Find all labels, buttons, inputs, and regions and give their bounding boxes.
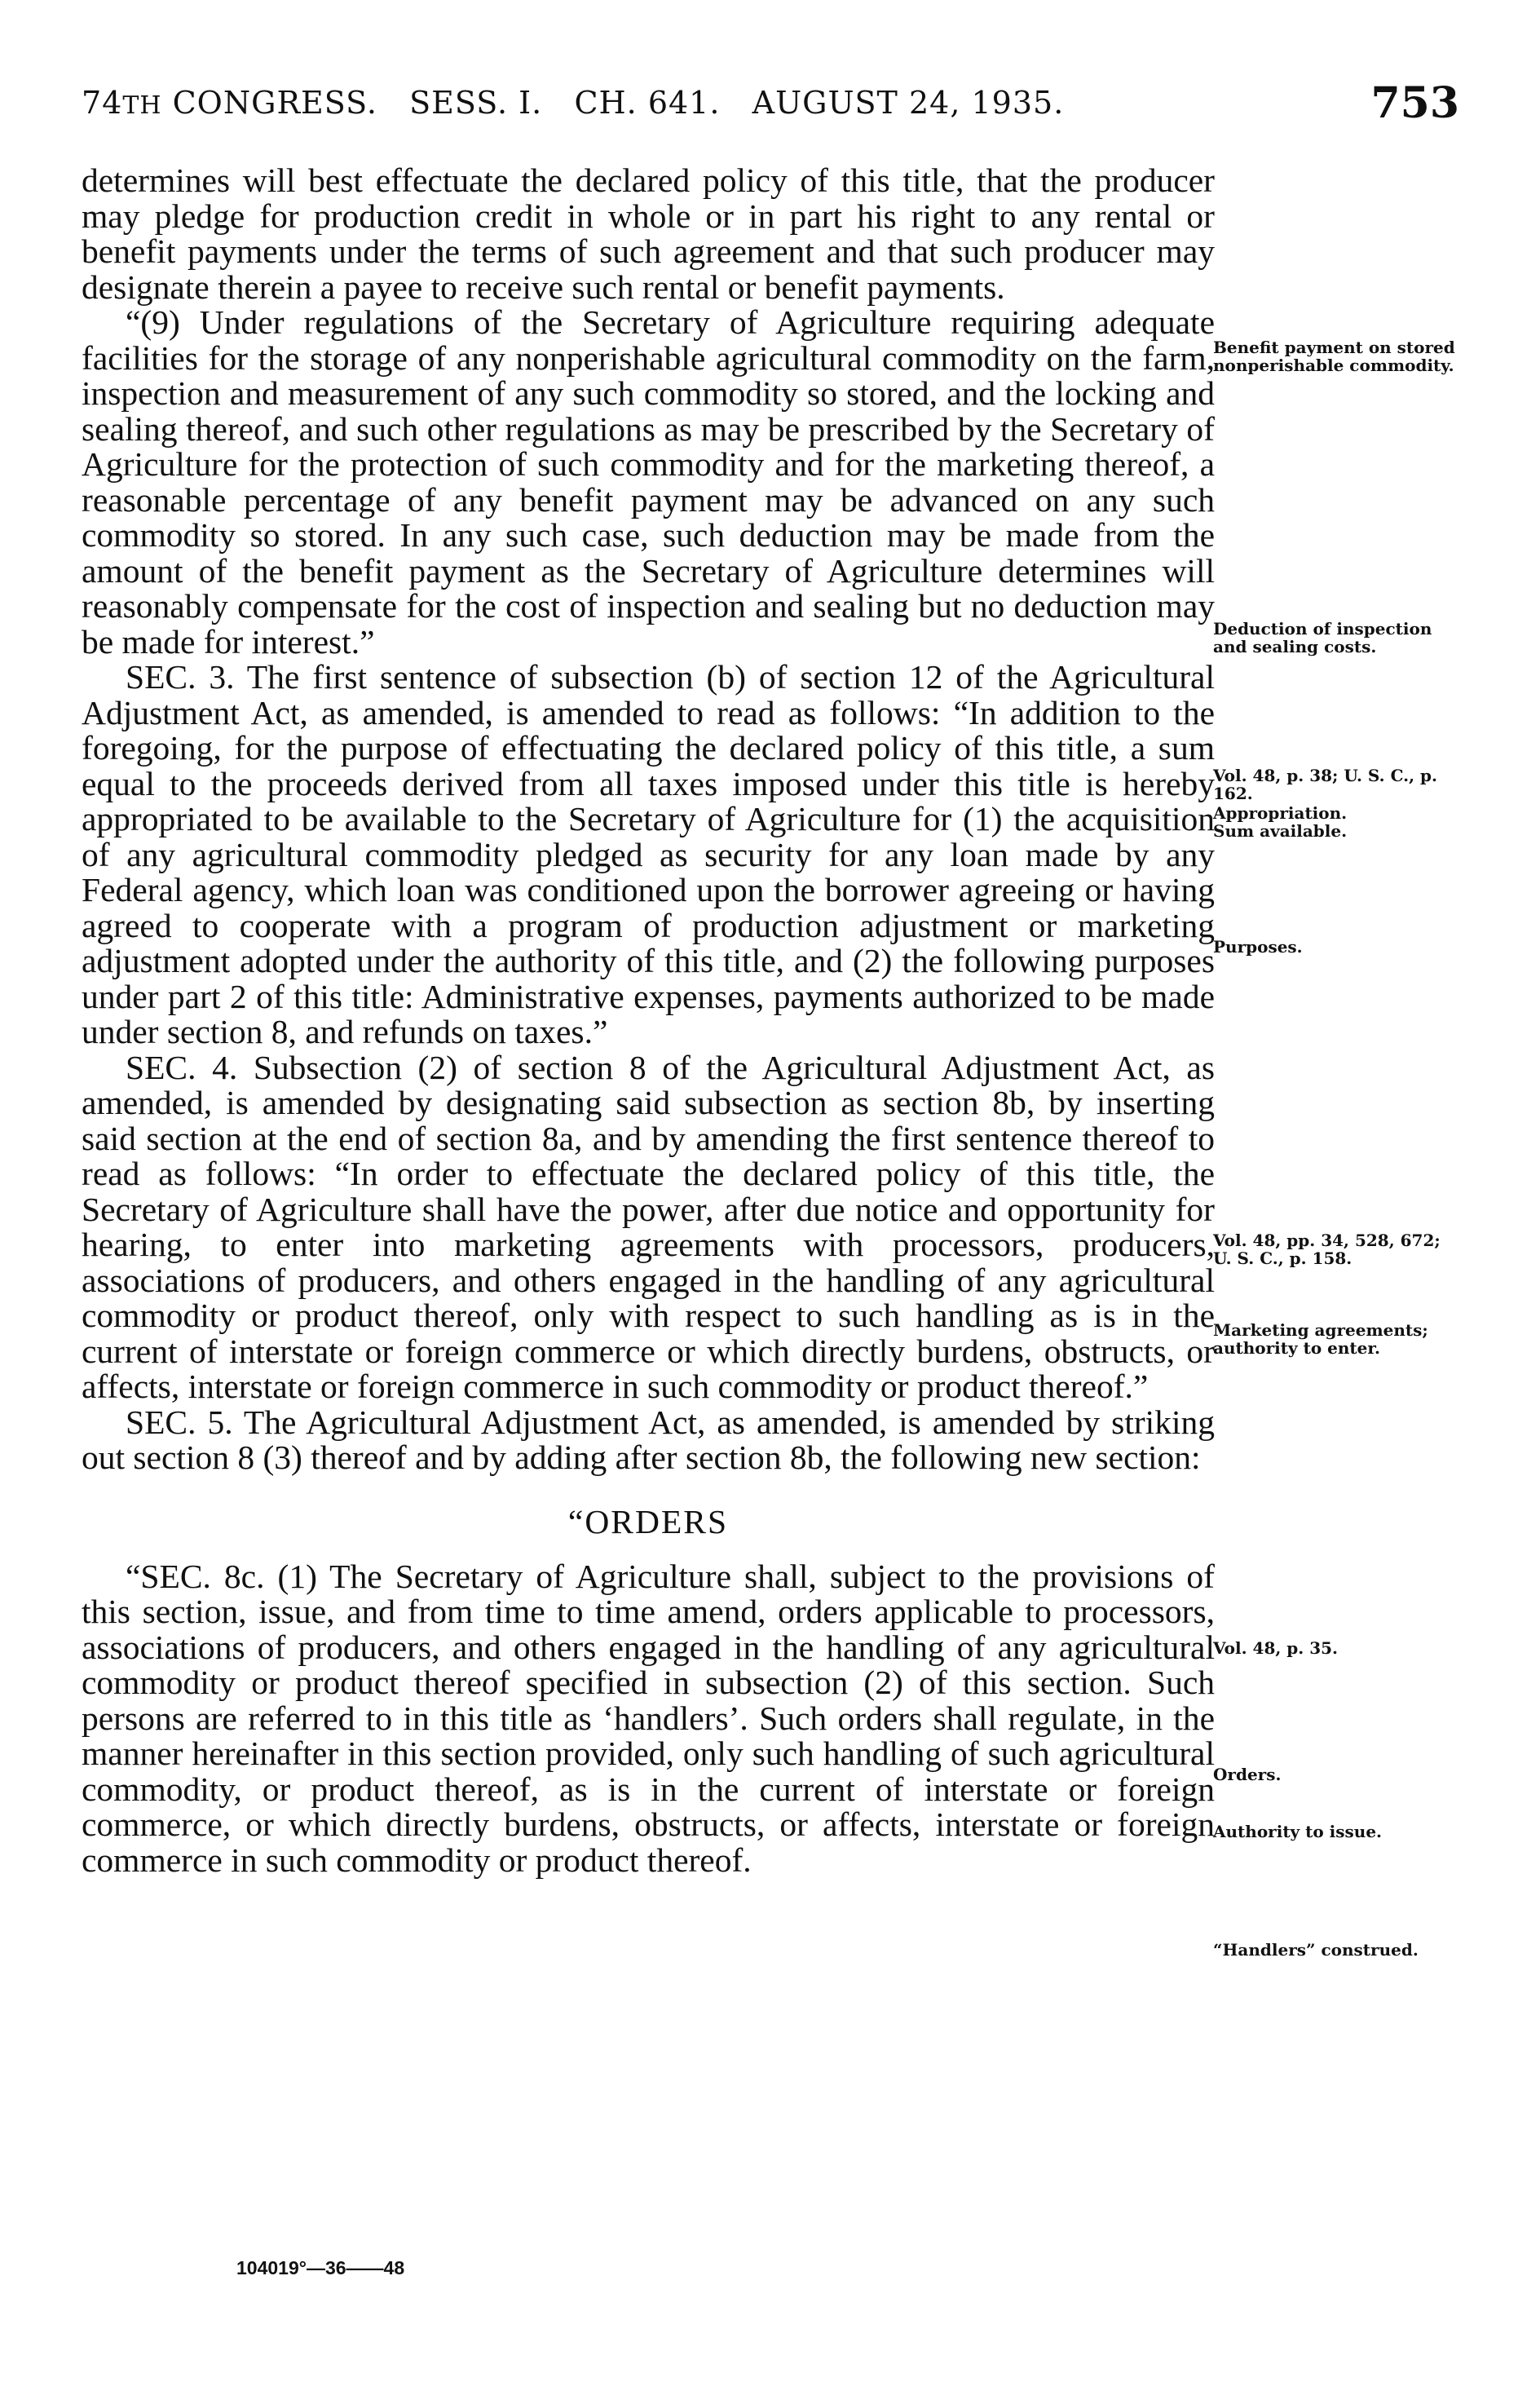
congress-number: 74 bbox=[82, 85, 123, 121]
paragraph-continuation: determines will best effectuate the declared policy of this title, that the producer may pledge for production credit in whole or in part his right to any rental or benefit payments under the terms of such agreement and that such producer may designate therein a payee to receive such rental or benefit payments. bbox=[82, 161, 1215, 306]
margin-note-deduction: Deduction of inspection and sealing costs. bbox=[1213, 619, 1432, 656]
printer-imprint: 104019°—36——48 bbox=[236, 2257, 405, 2278]
margin-note-handlers: “Handlers” construed. bbox=[1213, 1940, 1419, 1960]
congress-ordinal-suffix: TH bbox=[122, 91, 162, 120]
running-head-text: CONGRESS. SESS. I. CH. 641. AUGUST 24, 1935. bbox=[161, 85, 1065, 121]
paragraph-subsection-9: “(9) Under regulations of the Secretary of Agriculture requiring adequate facilities for the storage of any nonperishable agricultural commodity on the farm, inspection and measurement of any such commodity so stored, and the locking and sealing thereof, and such other regulations as may be prescribed by the Secretary of Agriculture for the protection of such commodity and for the marketing thereof, a reasonable percentage of any benefit payment may be advanced on any such commodity so stored. In any such case, such deduction may be made from the amount of the benefit payment as the Secretary of Agriculture determines will reasonably compensate for the cost of inspection and sealing but no deduction may be made for interest.” bbox=[82, 303, 1215, 661]
orders-heading: “ORDERS bbox=[567, 1502, 729, 1540]
margin-note-authority: Authority to issue. bbox=[1213, 1822, 1383, 1841]
margin-note-benefit-payment: Benefit payment on stored nonperishable commodity. bbox=[1213, 338, 1455, 375]
page-header bbox=[82, 78, 1459, 134]
page-number: 753 bbox=[1370, 78, 1459, 128]
paragraph-sec-4: SEC. 4. Subsection (2) of section 8 of the Agricultural Adjustment Act, as amended, is amended by designating said subsection as section 8b, by inserting said section at the end of section 8a, and by amending the first sentence thereof to read as follows: “In order to effectuate the declared policy of this title, the Secretary of Agriculture shall have the power, after due notice and opportunity for hearing, to enter into marketing agreements with processors, producers, associations of producers, and others engaged in the handling of any agricultural commodity or product thereof, only with respect to such handling as is in the current of interstate or foreign commerce or which directly burdens, obstructs, or affects, interstate or foreign commerce in such commodity or product thereof.” bbox=[82, 1048, 1215, 1405]
paragraph-sec-8c: “SEC. 8c. (1) The Secretary of Agriculture shall, subject to the provisions of this section, issue, and from time to time amend, orders applicable to processors, associations of producers, and others engaged in the handling of any agricultural commodity or product thereof specified in subsection (2) of this section. Such persons are referred to in this title as ‘handlers’. Such orders shall regulate, in the manner hereinafter in this section provided, only such handling of such agricultural commodity, or product thereof, as is in the current of interstate or foreign commerce, or which directly burdens, obstructs, or affects, interstate or foreign commerce in such commodity or product thereof. bbox=[82, 1557, 1215, 1879]
margin-note-orders: Orders. bbox=[1213, 1765, 1282, 1784]
paragraph-sec-5: SEC. 5. The Agricultural Adjustment Act, as amended, is amended by striking out section 8 (3) thereof and by adding after section 8b, the following new section: bbox=[82, 1403, 1215, 1476]
running-head bbox=[82, 85, 1064, 121]
margin-note-purposes: Purposes. bbox=[1213, 937, 1303, 957]
main-text bbox=[82, 163, 1215, 1878]
margin-note-appropriation: Appropriation. bbox=[1213, 803, 1348, 823]
margin-note-sum-available: Sum available. bbox=[1213, 821, 1348, 841]
margin-note-marketing-agreements: Marketing agreements; authority to enter. bbox=[1213, 1320, 1428, 1358]
margin-note-vol48-p38: Vol. 48, p. 38; U. S. C., p. 162. bbox=[1213, 766, 1437, 803]
margin-note-vol48-p35: Vol. 48, p. 35. bbox=[1213, 1638, 1339, 1658]
paragraph-sec-3: SEC. 3. The first sentence of subsection (b) of section 12 of the Agricultural Adjustment Act, as amended, is amended to read as follows: “In addition to the foregoing, for the purpose of effectuating the declared policy of this title, a sum equal to the proceeds derived from all taxes imposed under this title is hereby appropriated to be available to the Secretary of Agriculture for (1) the acquisition of any agricultural commodity pledged as security for any loan made by any Federal agency, which loan was conditioned upon the borrower agreeing or having agreed to cooperate with a program of production adjustment or marketing adjustment adopted under the authority of this title, and (2) the following purposes under part 2 of this title: Administrative expenses, payments authorized to be made under section 8, and refunds on taxes.” bbox=[82, 658, 1215, 1050]
margin-note-vol48-p34: Vol. 48, pp. 34, 528, 672; U. S. C., p. 158. bbox=[1213, 1231, 1441, 1268]
